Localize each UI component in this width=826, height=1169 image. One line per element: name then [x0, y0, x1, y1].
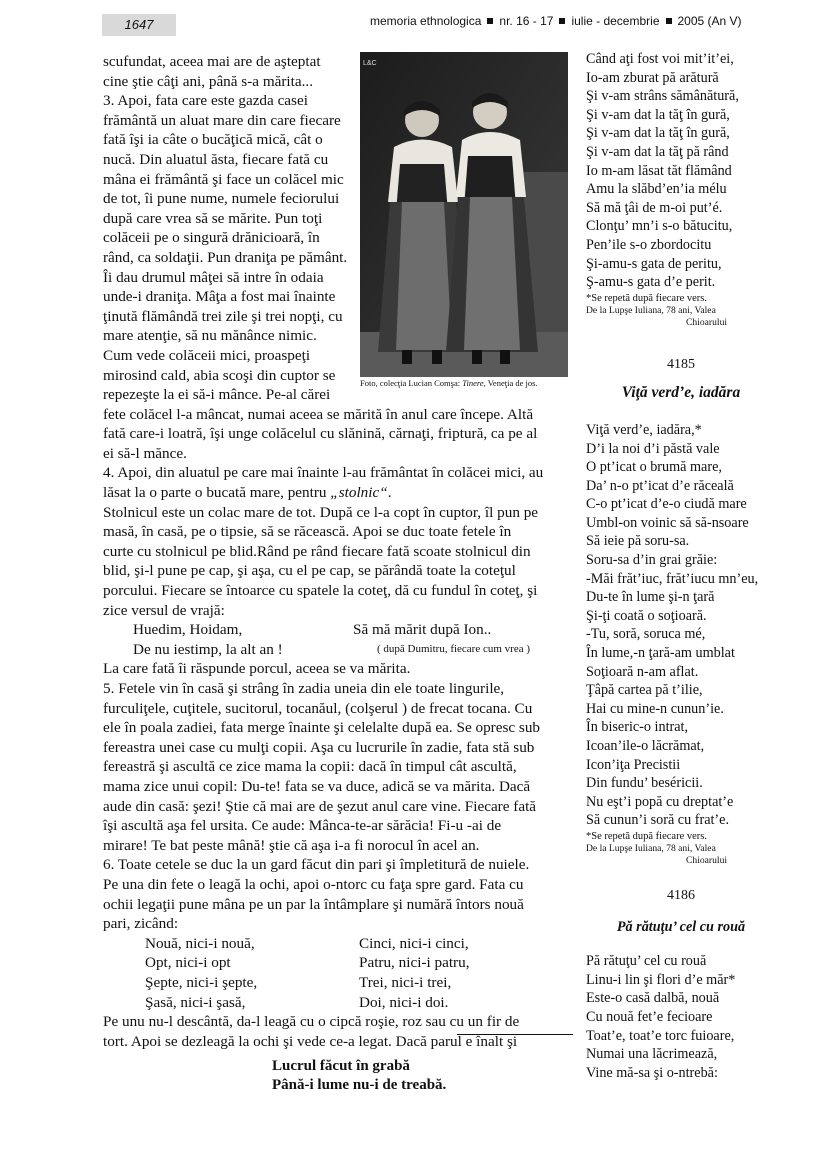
photo-figure	[360, 52, 568, 389]
photo-caption: Foto, colecţia Lucian Comşa: Tinere, Veneţia de jos.	[360, 378, 538, 388]
counting-verse: Nouă, nici-i nouă, Cinci, nici-i cinci, Opt, nici-i opt Patru, nici-i patru, Şepte, nici-i şepte, Trei, nici-i trei, Şasă, nici-i şasă, Doi, nici-i doi.	[145, 934, 470, 1011]
poem-title: Pă rătuţu’ cel cu rouă	[616, 918, 746, 935]
poem-number: 4186	[667, 887, 695, 903]
paragraph-stolnic: Stolnicul este un colac mare de tot. După ce l-a copt în cuptor, îl pun pe masă, în casă, pe o tipsie, să se răcească. Apoi se duc toate fetele în curte cu stolnicul pe blid.Rând pe rând fiecare fată scoate stolnicul din blid, şi-l pune pe cap, şi aşa, cu el pe cap, se părândă toate la coteţul porcului. Fiecare se întoarce cu spatele la coteţ, dă cu fundul în coteţ, şi zice versul de vrajă:	[103, 503, 539, 619]
footnote-rule	[457, 1034, 573, 1035]
poem-note: *Se repetă după fiecare vers.	[586, 292, 707, 304]
separator-square-icon	[487, 18, 493, 24]
paragraph-final: Pe unu nu-l descântă, da-l leagă cu o cipcă roşie, roz sau cu un fir de tort. Apoi se dezleagă la ochi şi vede ce-a legat. Dacă parul e înalt şi	[103, 1013, 520, 1050]
poem-verses: Pă rătuţu’ cel cu rouă Linu-i lin şi flori d’e măr* Este-o casă dalbă, nouă Cu nouă fet’e fecioare Toat’e, toat’e torc fuioare, Numai una lăcrimează, Vine mă-sa şi o-ntrebă:	[586, 953, 736, 1081]
separator-square-icon	[666, 18, 672, 24]
poem-source-place: Chioarului	[686, 854, 728, 866]
spell-verse: Huedim, Hoidam, Să mă mărit după Ion.. De nu iestimp, la alt an ! ( după Dumitru, fiecare cum vrea )	[133, 621, 531, 658]
photo-two-young-women	[360, 52, 568, 377]
photo-corner-mark: L&C	[363, 60, 377, 67]
paragraph-item-3: 3. Apoi, fata care este gazda casei frământă un aluat mare din care fiecare fată îşi ia câte o bucăţică mică, cât o nucă. Din aluatul ăsta, fiecare fată cu mâna ei frământă şi face un colăcel mic de tot, îi pune nume, numele feciorului după care vrea să se mărite. Pun toţi colăceii pe o singură drănicioară, în rând, ca soldaţii. Pun draniţa pe pământ. Îi dau drumul mâţei să intre în odaia unde-i draniţa. Mâţa a fost mai înainte ţinută flămândă trei zile şi trei nopţi, cu mare atenţie, să nu mănânce nimic. Cum vede colăceii mici, proaspeţi mirosind cald, abia scoşi din cuptor se repezeşte la ei să-i mânce. Pe-al cărei	[103, 92, 348, 404]
poem-continued: Când aţi fost voi mit’it’ei, Io-am zburat pă arătură Şi v-am strâns sămânătură, Şi v-am dat la tăţ în gură, Şi v-am dat la tăţ în gură, Şi v-am dat la tăţ pă rând Io m-am lăsat tăt flămând Amu la slăbd’en’ia mélu Să mă ţâi de m-oi put’é. Clonţu’ mn’i s-o bătucitu, Pen’ile s-o zbordocitu Şi-amu-s gata de peritu, Ş-amu-s gata d’e perit.	[586, 51, 739, 291]
main-text-column	[103, 52, 568, 1051]
poem-verses: Viţă verd’e, iadăra,* D’i la noi d’i păstă vale O pt’icat o brumă mare, Da’ n-o pt’icat d’e răceală C-o pt’icat d’e-o ciudă mare Umbl-on voinic să să-nsoare Să ieie pă soru-sa. Soru-sa d’in grai grăie: -Măi frăt’iuc, frăt’iucu mn’eu, Du-te în lume şi-n ţară Şi-ţi coată o soţioară. -Tu, soră, soruca mé, În lume,-n ţară-am umblat Soţioară n-am aflat. Ţâpă cartea pă t’ilie, Hai cu mine-n cunun’ie. În biseric-o intrat, Icoan’ile-o lăcrămat, Icon’iţa Precistii Din fundu’ beséricii. Nu eşt’i popă cu dreptat’e Să cunun’i soră cu frat’e.	[586, 421, 759, 829]
paragraph-item-5-6: La care fată îi răspunde porcul, aceea se va mărita. 5. Fetele vin în casă şi strâng în zadia uneia din ele toate lingurile, furculiţele, cuţitele, sucitorul, tocanăul, (colşerul ) de frecat tocana. Cu ele în poala zadiei, fata merge înainte şi celelalte după ea. Se opresc sub fereastra unei case cu mulţi copii. Aşa cu lucrurile în zadie, fata stă sub fereastră şi ascultă ce zice mama la copii: dacă în timpul cât ascultă, mama zice unui copil: Du-te! fata se va duce, adică se va mărita. Dacă aude din casă: şezi! Ştie că mai are de şezut anul care vine. Fiecare fată îşi ascultă aşa fel ursita. Ce aude: Mânca-te-ar sărăcia! Fi-u -ai de mirare! Te bat peste mână! ştie că aşa i-a fi norocul în acel an. 6. Toate cetele se duc la un gard făcut din pari şi împletitură de nuiele. Pe una din fete o leagă la ochi, apoi o-ntorc cu faţa spre gard. Fata cu ochii legaţii pune mâna pe un par la întâmplare şi numără întors nouă pari, zicând:	[103, 660, 541, 933]
issue-number: nr. 16 - 17	[499, 14, 554, 28]
issue-period: iulie - decembrie	[571, 14, 660, 28]
running-header	[370, 14, 742, 28]
separator-square-icon	[559, 18, 565, 24]
paragraph-item-4: 4. Apoi, din aluatul pe care mai înainte l-au frământat în colăcei mici, au lăsat la o parte o bucată mare, pentru „stolnic“.	[103, 464, 544, 502]
photo-illustration	[360, 52, 568, 377]
closing-proverb: Lucrul făcut în grabă Până-i lume nu-i de treabă.	[272, 1058, 447, 1093]
poem-number: 4185	[667, 356, 695, 372]
paragraph-1: scufundat, aceea mai are de aşteptat cine ştie câţi ani, până s-a mărita...	[103, 53, 321, 90]
poem-source: De la Lupşe Iuliana, 78 ani, Valea	[586, 842, 716, 854]
paragraph-item-3-continued: fete colăcel l-a mâncat, numai aceea se mărită în anul care începe. Altă fată care-i loatră, îşi unge colăcelul cu slănină, cărnaţi, friptură, ca pe al ei să-l mănce.	[103, 405, 538, 462]
poem-source-place: Chioarului	[686, 316, 728, 328]
poems-column	[586, 50, 776, 1082]
poem-note: *Se repetă după fiecare vers.	[586, 830, 707, 842]
poem-source: De la Lupşe Iuliana, 78 ani, Valea	[586, 304, 716, 316]
issue-year: 2005 (An V)	[677, 14, 742, 28]
journal-name: memoria ethnologica	[370, 14, 482, 28]
poem-title: Viţă verd’e, iadăra	[621, 384, 741, 402]
page-number: 1647	[102, 14, 176, 36]
